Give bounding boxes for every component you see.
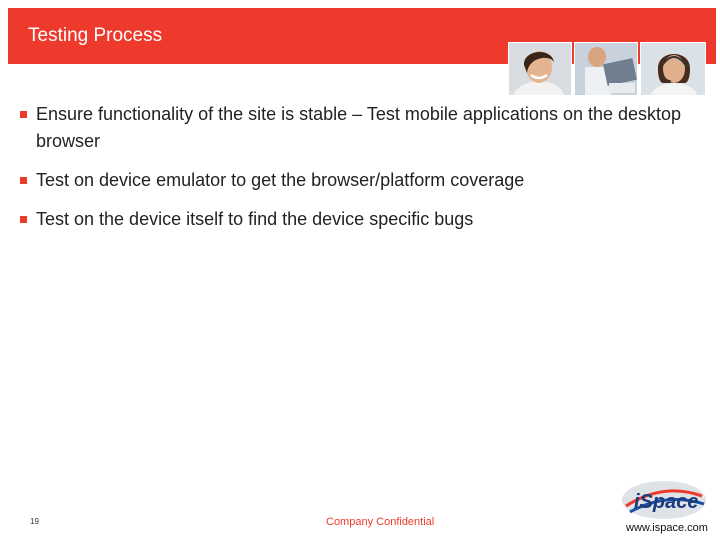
- ispace-logo: [620, 478, 708, 522]
- bullet-list: [20, 101, 700, 245]
- square-bullet-icon: [20, 111, 27, 118]
- square-bullet-icon: [20, 216, 27, 223]
- website-link[interactable]: www.ispace.com: [626, 522, 708, 534]
- slide-title: Testing Process: [28, 25, 163, 46]
- svg-text:iSpace: iSpace: [634, 491, 699, 513]
- bullet-item: [20, 167, 700, 194]
- smiling-woman-photo: [508, 42, 572, 96]
- bullet-text: Test on device emulator to get the browser/platform coverage: [36, 170, 525, 190]
- bullet-text: Test on the device itself to find the device specific bugs: [36, 209, 474, 229]
- headset-agent-photo: [640, 42, 706, 96]
- bullet-item: [20, 206, 700, 233]
- square-bullet-icon: [20, 177, 27, 184]
- bullet-text: Ensure functionality of the site is stable – Test mobile applications on the desktop browser: [36, 104, 682, 151]
- confidential-label: Company Confidential: [326, 516, 435, 528]
- bullet-item: [20, 101, 700, 155]
- man-at-computer-photo: [574, 42, 638, 96]
- slide-number: 19: [30, 517, 39, 526]
